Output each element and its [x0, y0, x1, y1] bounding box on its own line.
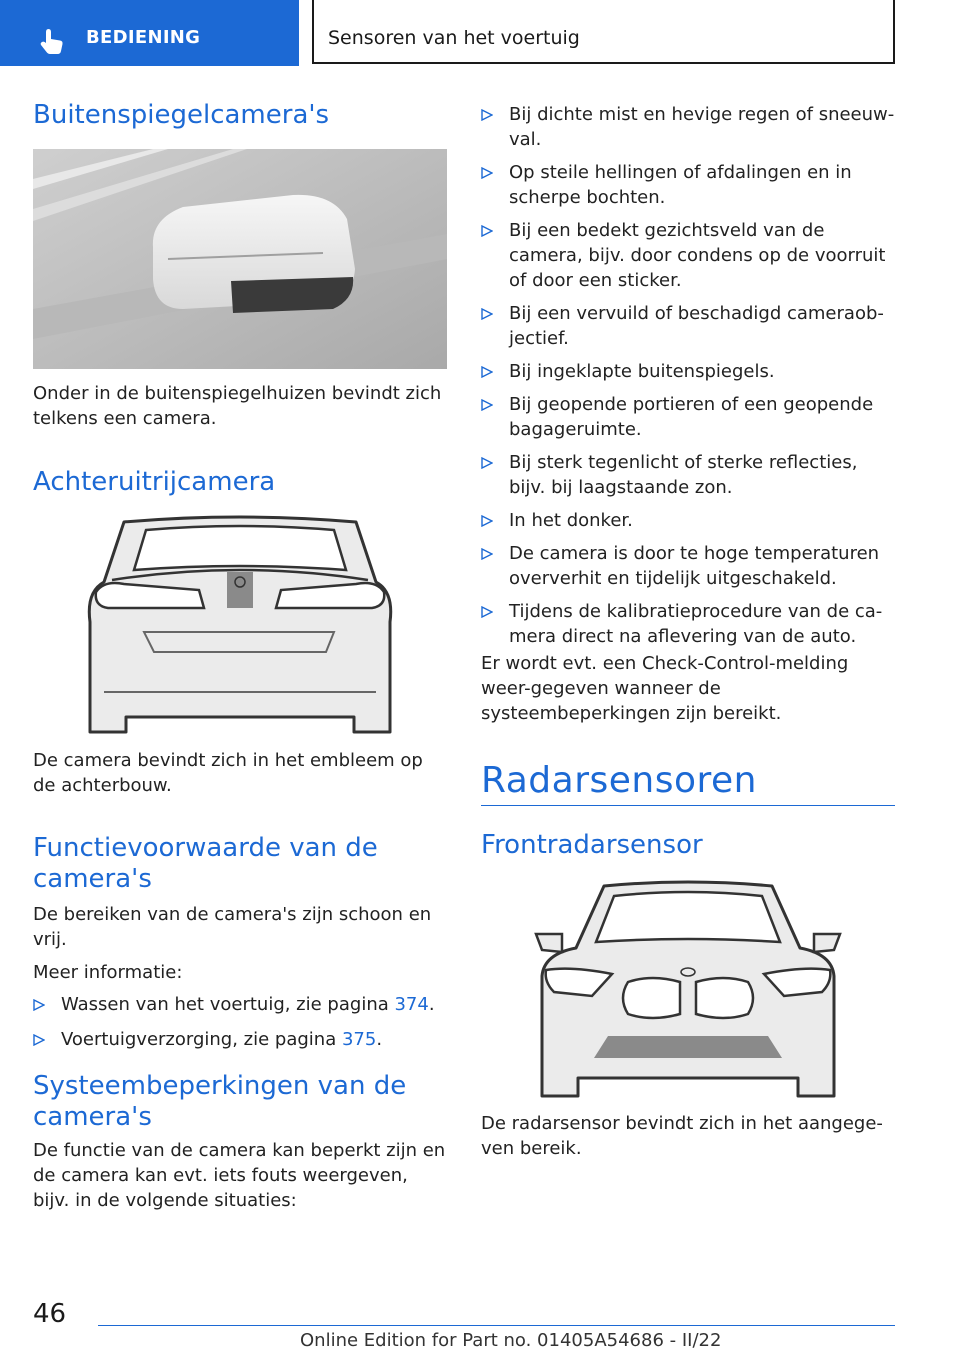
triangle-bullet-icon — [33, 1034, 45, 1046]
chapter-title: BEDIENING — [86, 27, 201, 48]
list-item: Tijdens de kalibratieprocedure van de ca-mera direct na aflevering van de auto. — [481, 599, 895, 649]
triangle-bullet-icon — [33, 999, 45, 1011]
list-item: Wassen van het voertuig, zie pagina 374. — [33, 992, 447, 1017]
page-link-375[interactable]: 375 — [341, 1029, 377, 1050]
list-item: Bij een bedekt gezichtsveld van de camera, bijv. door condens op de voorruit of door een sticker. — [481, 218, 895, 293]
list-item: Voertuigverzorging, zie pagina 375. — [33, 1027, 447, 1052]
list-item: Bij geopende portieren of een geopende bagageruimte. — [481, 392, 895, 442]
hand-pointer-icon — [38, 26, 68, 56]
chapter-tab — [0, 0, 299, 66]
front-car-illustration — [532, 878, 844, 1104]
footer-rule — [98, 1325, 895, 1326]
heading-front-radar: Frontradarsensor — [481, 830, 703, 860]
list-item: In het donker. — [481, 508, 895, 533]
text-more-info: Meer informatie: — [33, 962, 183, 983]
list-item: Bij dichte mist en hevige regen of sneeuw-val. — [481, 102, 895, 152]
triangle-bullet-icon — [481, 606, 493, 618]
text-system-limits: De functie van de camera kan beperkt zijn en de camera kan evt. iets fouts weergeven, bijv. in de volgende situaties: — [33, 1140, 446, 1211]
mirror-camera-illustration — [33, 149, 447, 369]
triangle-bullet-icon — [481, 366, 493, 378]
page-number: 46 — [33, 1299, 67, 1329]
text-rear-camera: De camera bevindt zich in het embleem op de achterbouw. — [33, 750, 423, 796]
triangle-bullet-icon — [481, 399, 493, 411]
list-item: Op steile hellingen of afdalingen en in scherpe bochten. — [481, 160, 895, 210]
page-link-374[interactable]: 374 — [394, 994, 429, 1015]
rear-car-illustration — [84, 512, 396, 740]
text-mirror-cameras: Onder in de buitenspiegelhuizen bevindt zich telkens een camera. — [33, 383, 442, 429]
triangle-bullet-icon — [481, 308, 493, 320]
text-check-control: Er wordt evt. een Check-Control-melding weer-gegeven wanneer de systeembeperkingen zijn bereikt. — [481, 653, 849, 724]
footer-edition: Online Edition for Part no. 01405A54686 - II/22 — [300, 1330, 722, 1351]
triangle-bullet-icon — [481, 457, 493, 469]
more-info-list — [33, 992, 447, 1060]
section-header — [312, 0, 895, 64]
triangle-bullet-icon — [481, 515, 493, 527]
section-title: Sensoren van het voertuig — [328, 27, 580, 49]
list-item: Bij ingeklapte buitenspiegels. — [481, 359, 895, 384]
triangle-bullet-icon — [481, 548, 493, 560]
heading-mirror-cameras: Buitenspiegelcamera's — [33, 100, 330, 130]
list-item: Bij een vervuild of beschadigd cameraob-jectief. — [481, 301, 895, 351]
limits-list — [481, 102, 895, 657]
triangle-bullet-icon — [481, 167, 493, 179]
list-item: Bij sterk tegenlicht of sterke reflecties, bijv. bij laagstaande zon. — [481, 450, 895, 500]
heading-system-limits: Systeembeperkingen van de camera's — [33, 1071, 407, 1132]
text-front-radar: De radarsensor bevindt zich in het aangege-ven bereik. — [481, 1113, 883, 1159]
heading-rear-camera: Achteruitrijcamera — [33, 467, 276, 497]
triangle-bullet-icon — [481, 109, 493, 121]
list-item: De camera is door te hoge temperaturen oververhit en tijdelijk uitgeschakeld. — [481, 541, 895, 591]
text-function-condition: De bereiken van de camera's zijn schoon en vrij. — [33, 904, 432, 950]
heading-radar-sensors: Radarsensoren — [481, 760, 757, 801]
heading-rule — [481, 805, 895, 806]
triangle-bullet-icon — [481, 225, 493, 237]
heading-function-condition: Functievoorwaarde van de camera's — [33, 833, 378, 894]
